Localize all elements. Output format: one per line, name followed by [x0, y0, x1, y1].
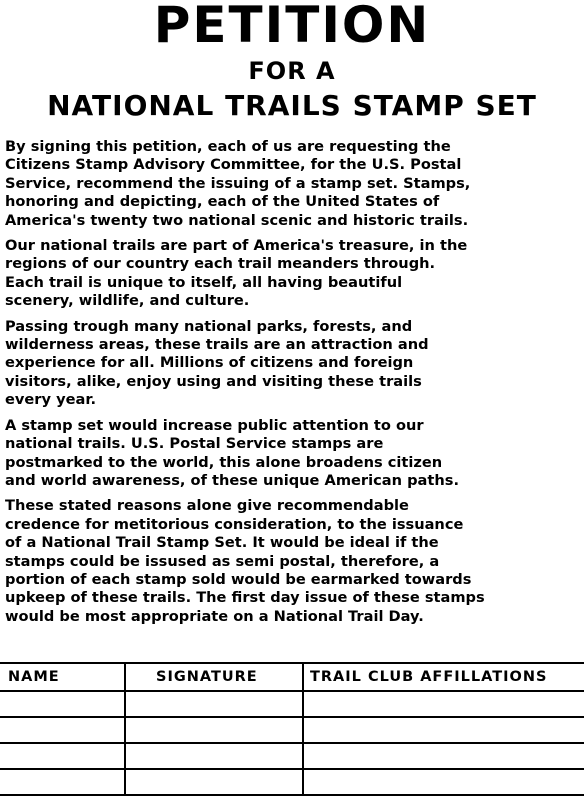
- paragraph-line: of a National Trail Stamp Set. It would be ideal if the: [5, 534, 439, 552]
- petition-headline: NATIONAL TRAILS STAMP SET: [47, 89, 537, 122]
- paragraph-line: upkeep of these trails. The first day issue of these stamps: [5, 589, 485, 607]
- name-cell[interactable]: [0, 769, 125, 795]
- paragraph-line: would be most appropriate on a National Trail Day.: [5, 607, 424, 625]
- paragraph-1: [5, 138, 583, 230]
- column-header-trail-club: TRAIL CLUB AFFILLATIONS: [303, 663, 584, 691]
- column-header-name: NAME: [0, 663, 125, 691]
- paragraph-line: credence for metitorious consideration, to the issuance: [5, 515, 464, 533]
- signature-cell[interactable]: [125, 743, 303, 769]
- paragraph-3: [5, 318, 583, 410]
- name-cell[interactable]: [0, 717, 125, 743]
- paragraph-line: Citizens Stamp Advisory Committee, for the U.S. Postal: [5, 156, 462, 174]
- paragraph-line: Service, recommend the issuing of a stamp set. Stamps,: [5, 174, 471, 192]
- paragraph-line: Our national trails are part of America's treasure, in the: [5, 237, 468, 255]
- column-header-signature: SIGNATURE: [125, 663, 303, 691]
- trail-club-cell[interactable]: [303, 769, 584, 795]
- paragraph-line: experience for all. Millions of citizens and foreign: [5, 354, 414, 372]
- signature-cell[interactable]: [125, 769, 303, 795]
- petition-subtitle: FOR A: [248, 57, 336, 85]
- paragraph-line: Each trail is unique to itself, all having beautiful: [5, 273, 403, 291]
- paragraph-line: every year.: [5, 391, 97, 409]
- petition-body: [5, 138, 583, 633]
- paragraph-line: Passing trough many national parks, forests, and: [5, 317, 413, 335]
- table-row: [0, 717, 584, 743]
- paragraph-line: America's twenty two national scenic and historic trails.: [5, 211, 469, 229]
- signature-table: [0, 662, 584, 796]
- paragraph-line: regions of our country each trail meanders through.: [5, 255, 436, 273]
- paragraph-line: These stated reasons alone give recommendable: [5, 497, 409, 515]
- paragraph-line: national trails. U.S. Postal Service stamps are: [5, 435, 384, 453]
- petition-title: PETITION: [153, 0, 431, 54]
- table-row: [0, 743, 584, 769]
- signature-cell[interactable]: [125, 691, 303, 717]
- paragraph-line: honoring and depicting, each of the United States of: [5, 193, 440, 211]
- table-row: [0, 769, 584, 795]
- paragraph-4: [5, 417, 583, 491]
- paragraph-line: visitors, alike, enjoy using and visiting these trails: [5, 372, 422, 390]
- paragraph-2: [5, 237, 583, 311]
- trail-club-cell[interactable]: [303, 743, 584, 769]
- trail-club-cell[interactable]: [303, 691, 584, 717]
- table-row: [0, 691, 584, 717]
- signature-table-header: [0, 663, 584, 691]
- paragraph-line: postmarked to the world, this alone broadens citizen: [5, 453, 443, 471]
- signature-cell[interactable]: [125, 717, 303, 743]
- paragraph-line: and world awareness, of these unique American paths.: [5, 471, 459, 489]
- name-cell[interactable]: [0, 691, 125, 717]
- name-cell[interactable]: [0, 743, 125, 769]
- paragraph-line: A stamp set would increase public attention to our: [5, 416, 424, 434]
- trail-club-cell[interactable]: [303, 717, 584, 743]
- paragraph-line: By signing this petition, each of us are requesting the: [5, 138, 451, 155]
- paragraph-line: wilderness areas, these trails are an attraction and: [5, 336, 429, 354]
- paragraph-5: [5, 497, 583, 626]
- paragraph-line: stamps could be issused as semi postal, therefore, a: [5, 552, 440, 570]
- paragraph-line: portion of each stamp sold would be earmarked towards: [5, 570, 472, 588]
- paragraph-line: scenery, wildlife, and culture.: [5, 292, 250, 310]
